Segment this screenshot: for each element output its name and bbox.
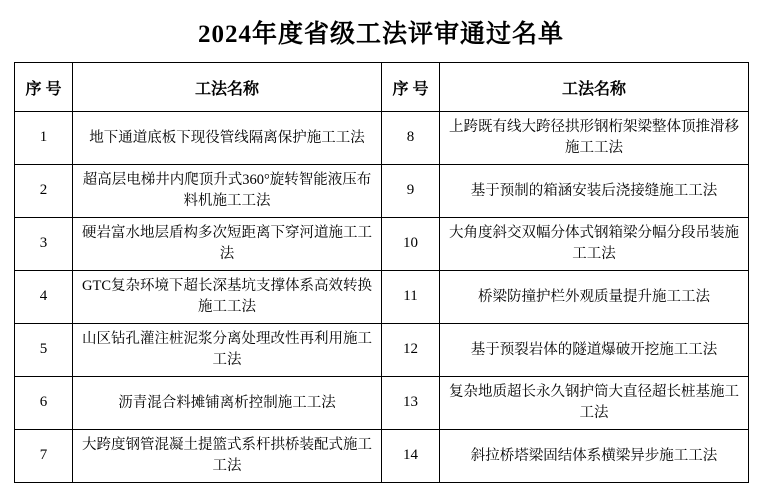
row-index-left: 1 [15, 112, 73, 165]
column-header-index-right: 序 号 [382, 63, 440, 112]
row-index-right: 14 [382, 430, 440, 483]
row-index-left: 5 [15, 324, 73, 377]
row-name-left: GTC复杂环境下超长深基坑支撑体系高效转换施工工法 [73, 271, 382, 324]
row-index-right: 9 [382, 165, 440, 218]
row-index-left: 2 [15, 165, 73, 218]
row-name-right: 上跨既有线大跨径拱形钢桁架梁整体顶推滑移施工工法 [440, 112, 749, 165]
row-index-right: 8 [382, 112, 440, 165]
table-row [15, 218, 749, 271]
table-row [15, 324, 749, 377]
row-index-left: 4 [15, 271, 73, 324]
table-header [15, 63, 749, 112]
row-name-right: 复杂地质超长永久钢护筒大直径超长桩基施工工法 [440, 377, 749, 430]
table-row [15, 112, 749, 165]
row-name-right: 基于预裂岩体的隧道爆破开挖施工工法 [440, 324, 749, 377]
table-row [15, 430, 749, 483]
column-header-name-right: 工法名称 [440, 63, 749, 112]
row-name-left: 地下通道底板下现役管线隔离保护施工工法 [73, 112, 382, 165]
table-header-row [15, 63, 749, 112]
row-index-right: 11 [382, 271, 440, 324]
row-name-right: 基于预制的箱涵安装后浇接缝施工工法 [440, 165, 749, 218]
table-body [15, 112, 749, 483]
column-header-name-left: 工法名称 [73, 63, 382, 112]
row-index-left: 7 [15, 430, 73, 483]
row-index-right: 10 [382, 218, 440, 271]
row-name-left: 大跨度钢管混凝土提篮式系杆拱桥装配式施工工法 [73, 430, 382, 483]
table-row [15, 377, 749, 430]
row-name-left: 山区钻孔灌注桩泥浆分离处理改性再利用施工工法 [73, 324, 382, 377]
row-index-right: 13 [382, 377, 440, 430]
column-header-index-left: 序 号 [15, 63, 73, 112]
table-row [15, 165, 749, 218]
row-name-left: 硬岩富水地层盾构多次短距离下穿河道施工工法 [73, 218, 382, 271]
row-name-left: 超高层电梯井内爬顶升式360°旋转智能液压布料机施工工法 [73, 165, 382, 218]
row-name-right: 大角度斜交双幅分体式钢箱梁分幅分段吊装施工工法 [440, 218, 749, 271]
approved-methods-table [14, 62, 749, 483]
page-title: 2024年度省级工法评审通过名单 [197, 21, 564, 48]
row-name-right: 斜拉桥塔梁固结体系横梁异步施工工法 [440, 430, 749, 483]
row-index-left: 6 [15, 377, 73, 430]
row-name-right: 桥梁防撞护栏外观质量提升施工工法 [440, 271, 749, 324]
row-index-right: 12 [382, 324, 440, 377]
table-row [15, 271, 749, 324]
row-index-left: 3 [15, 218, 73, 271]
row-name-left: 沥青混合料摊铺离析控制施工工法 [73, 377, 382, 430]
